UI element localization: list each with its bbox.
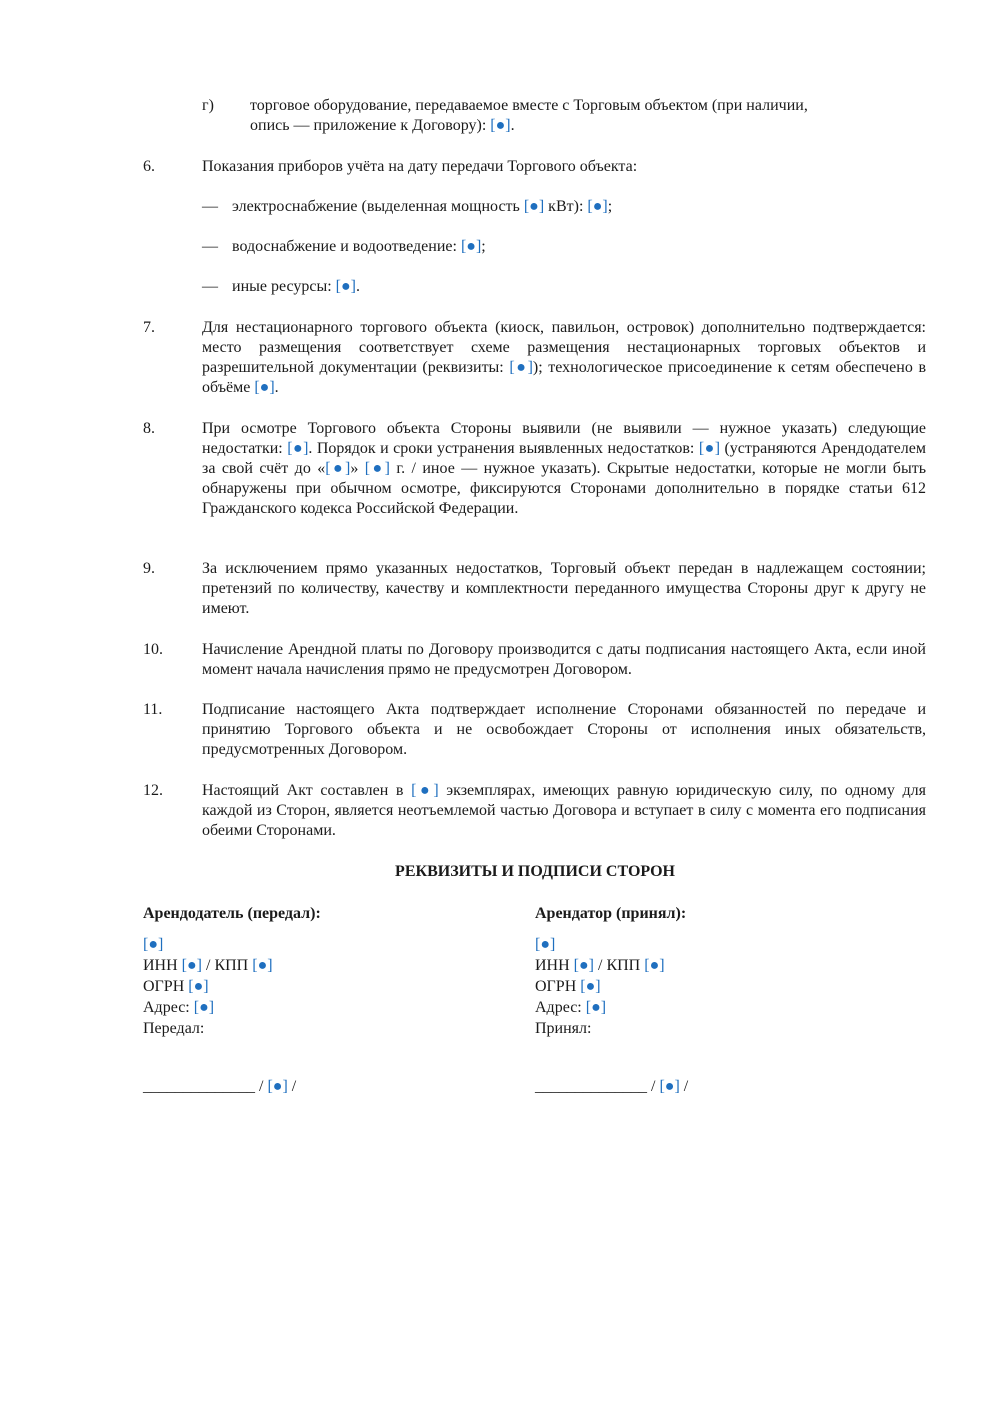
lessor-signature-line: ______________ / [ ● ] /: [143, 1077, 296, 1097]
lessor-title: Арендодатель (передал):: [143, 905, 321, 922]
dash-bullet: —: [202, 198, 218, 215]
lessor-inn-kpp: ИНН [ ● ] / КПП [ ● ]: [143, 955, 493, 976]
placeholder[interactable]: [ ● ]: [461, 238, 481, 255]
item-11-text: Подписание настоящего Акта подтверждает исполнение Сторонами обязанностей по передаче и принятию Торгового объекта и не освобождает Стороны от исполнения иных обязательств, предусмотренных Договором.: [202, 701, 926, 758]
placeholder[interactable]: [ ● ]: [574, 957, 594, 974]
item-6-line-electricity: электроснабжение (выделенная мощность [ ● ] кВт): [ ● ] ;: [232, 197, 612, 217]
placeholder[interactable]: [ ● ]: [143, 936, 163, 953]
item-g-text: торговое оборудование, передаваемое вместе с Торговым объектом (при наличии, опись — приложение к Договору): [ ● ] .: [250, 96, 926, 136]
item-g-line2: опись — приложение к Договору):: [250, 117, 491, 134]
item-6-number: 6.: [143, 158, 155, 175]
item-9-text: За исключением прямо указанных недостатков, Торговый объект передан в надлежащем состоянии; претензий по количеству, качеству и комплектности переданного имущества Стороны друг к другу не имеют.: [202, 560, 926, 617]
lessor-action: Передал:: [143, 1020, 205, 1037]
item-12-number: 12.: [143, 782, 163, 799]
item-g-line1: торговое оборудование, передаваемое вместе с Торговым объектом (при наличии,: [250, 97, 808, 114]
placeholder[interactable]: [ ● ]: [252, 957, 272, 974]
lessor-block: [143, 903, 493, 1039]
item-g-marker: г): [202, 97, 214, 114]
placeholder[interactable]: [ ● ]: [188, 978, 208, 995]
lessor-ogrn: ОГРН [ ● ]: [143, 976, 493, 997]
item-11-number: 11.: [143, 701, 163, 718]
dash-bullet: —: [202, 278, 218, 295]
lessee-address: Адрес: [ ● ]: [535, 997, 885, 1018]
placeholder[interactable]: [ ● ]: [586, 999, 606, 1016]
placeholder[interactable]: [ ● ]: [287, 440, 308, 457]
lessee-signature-line: ______________ / [ ● ] /: [535, 1077, 688, 1097]
lessee-name: [535, 934, 885, 955]
item-10-number: 10.: [143, 641, 163, 658]
placeholder[interactable]: [ ● ]: [490, 117, 510, 134]
lessee-action: Принял:: [535, 1020, 592, 1037]
item-7-number: 7.: [143, 319, 155, 336]
placeholder[interactable]: [ ● ]: [509, 359, 533, 376]
item-8-number: 8.: [143, 420, 155, 437]
item-10-text: Начисление Арендной платы по Договору производится с даты подписания настоящего Акта, если иной момент начала начисления прямо не предусмотрен Договором.: [202, 641, 926, 678]
placeholder[interactable]: [ ● ]: [644, 957, 664, 974]
placeholder[interactable]: [ ● ]: [254, 379, 274, 396]
placeholder[interactable]: [ ● ]: [325, 460, 350, 477]
lessor-address: Адрес: [ ● ]: [143, 997, 493, 1018]
placeholder[interactable]: [ ● ]: [194, 999, 214, 1016]
item-12-text: Настоящий Акт составлен в [ ● ] экземплярах, имеющих равную юридическую силу, по одному для каждой из Сторон, является неотъемлемой частью Договора и вступает в силу с момента его подписания обеими Сторонами.: [202, 781, 926, 841]
placeholder[interactable]: [ ● ]: [336, 278, 356, 295]
placeholder[interactable]: [ ● ]: [587, 198, 607, 215]
placeholder[interactable]: [ ● ]: [267, 1078, 287, 1095]
placeholder[interactable]: [ ● ]: [580, 978, 600, 995]
lessee-inn-kpp: ИНН [ ● ] / КПП [ ● ]: [535, 955, 885, 976]
placeholder[interactable]: [ ● ]: [411, 782, 439, 799]
item-7-text: Для нестационарного торгового объекта (киоск, павильон, островок) дополнительно подтверждается: место размещения соответствует схеме размещения нестационарных торговых объектов и разрешительной документации (реквизиты: [ ● ] ); технологическое присоединение к сетям обеспечено в объёме [ ● ] .: [202, 318, 926, 398]
signatures-heading: РЕКВИЗИТЫ И ПОДПИСИ СТОРОН: [395, 863, 675, 880]
placeholder[interactable]: [ ● ]: [535, 936, 555, 953]
placeholder[interactable]: [ ● ]: [365, 460, 390, 477]
lessee-ogrn: ОГРН [ ● ]: [535, 976, 885, 997]
item-6-line-water: водоснабжение и водоотведение: [ ● ] ;: [232, 237, 486, 257]
dash-bullet: —: [202, 238, 218, 255]
placeholder[interactable]: [ ● ]: [524, 198, 544, 215]
item-9-number: 9.: [143, 560, 155, 577]
placeholder[interactable]: [ ● ]: [699, 440, 720, 457]
placeholder[interactable]: [ ● ]: [659, 1078, 679, 1095]
placeholder[interactable]: [ ● ]: [182, 957, 202, 974]
item-6-text: Показания приборов учёта на дату передачи Торгового объекта:: [202, 158, 638, 175]
lessor-name: [143, 934, 493, 955]
lessee-block: [535, 903, 885, 1039]
item-8-text: При осмотре Торгового объекта Стороны выявили (не выявили — нужное указать) следующие недостатки: [ ● ] . Порядок и сроки устранения выявленных недостатков: [ ● ] (устраняются Арендодателем за свой счёт до «[ ● ] » [ ● ] г. / иное — нужное указать). Скрытые недостатки, которые не могли быть обнаружены при обычном осмотре, фиксируются Сторонами дополнительно в порядке статьи 612 Гражданского кодекса Российской Федерации.: [202, 419, 926, 519]
lessee-title: Арендатор (принял):: [535, 905, 687, 922]
item-6-line-other: иные ресурсы: [ ● ] .: [232, 277, 360, 297]
